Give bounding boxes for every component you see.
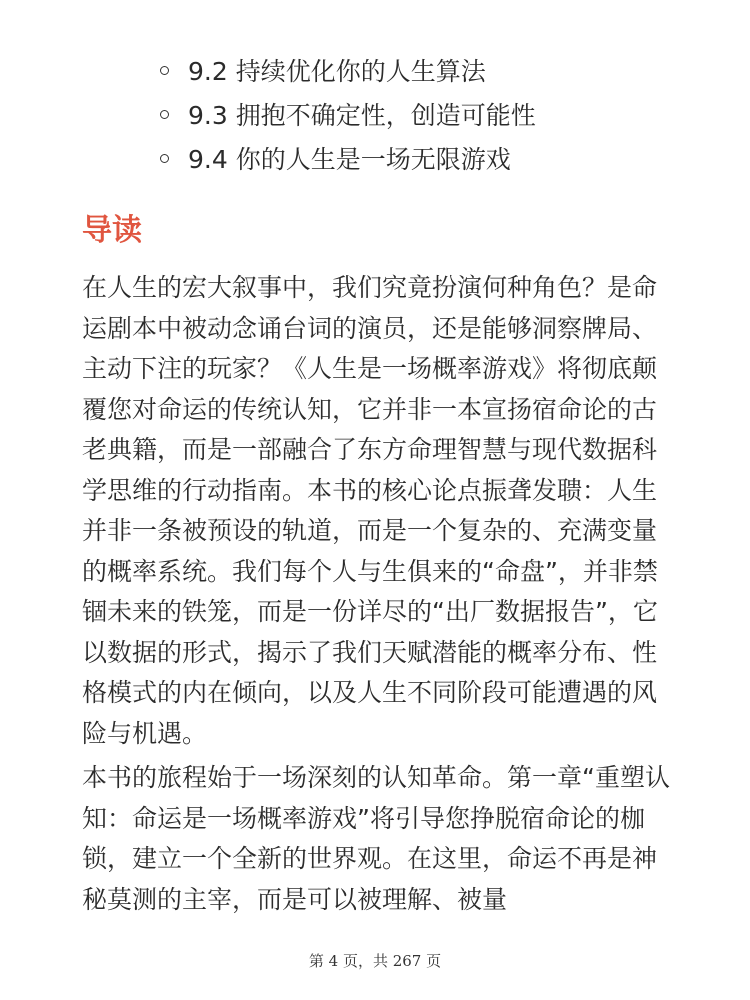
page-number-footer: 第 4 页，共 267 页 [308, 952, 442, 970]
toc-item[interactable] [160, 94, 536, 138]
toc-item-label: 9.3 拥抱不确定性，创造可能性 [188, 101, 536, 130]
hollow-circle-bullet-icon [160, 66, 169, 75]
section-heading: 导读 [82, 213, 142, 248]
toc-item[interactable] [160, 138, 536, 182]
hollow-circle-bullet-icon [160, 110, 169, 119]
toc-list [160, 50, 536, 182]
toc-item-label: 9.4 你的人生是一场无限游戏 [188, 145, 511, 174]
hollow-circle-bullet-icon [160, 154, 169, 163]
toc-item[interactable] [160, 50, 536, 94]
toc-item-label: 9.2 持续优化你的人生算法 [188, 57, 486, 86]
body-paragraph: 在人生的宏大叙事中，我们究竟扮演何种角色？是命运剧本中被动念诵台词的演员，还是能够洞察牌局、主动下注的玩家？《人生是一场概率游戏》将彻底颠覆您对命运的传统认知，它并非一本宣扬宿命论的古老典籍，而是一部融合了东方命理智慧与现代数据科学思维的行动指南。本书的核心论点振聋发聩：人生并非一条被预设的轨道，而是一个复杂的、充满变量的概率系统。我们每个人与生俱来的“命盘”，并非禁锢未来的铁笼，而是一份详尽的“出厂数据报告”，它以数据的形式，揭示了我们天赋潜能的概率分布、性格模式的内在倾向，以及人生不同阶段可能遭遇的风险与机遇。 [82, 273, 658, 748]
body-paragraph: 本书的旅程始于一场深刻的认知革命。第一章“重塑认知：命运是一场概率游戏”将引导您挣脱宿命论的枷锁，建立一个全新的世界观。在这里，命运不再是神秘莫测的主宰，而是可以被理解、被量 [82, 763, 670, 914]
